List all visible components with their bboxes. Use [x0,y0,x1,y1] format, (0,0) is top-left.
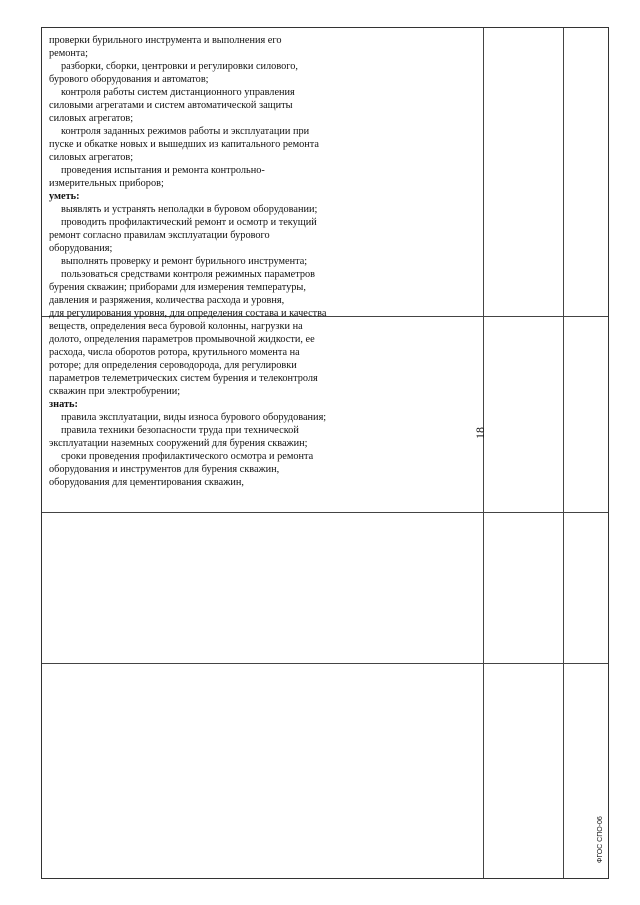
text-line: правила эксплуатации, виды износа бурового оборудования; [61,412,327,423]
text-line: проведения испытания и ремонта контрольно- [61,165,265,176]
text-line: силовых агрегатов; [49,113,134,124]
text-line: пользоваться средствами контроля режимных параметров [61,269,316,280]
column-divider [42,512,608,513]
text-line: знать: [49,399,78,410]
text-line: выполнять проверку и ремонт бурильного инструмента; [61,256,308,267]
text-line: проверки бурильного инструмента и выполнения его [49,35,282,46]
text-line: эксплуатации наземных сооружений для бурения скважин; [49,438,308,449]
text-line: измерительных приборов; [49,178,164,189]
text-line: разборки, сборки, центровки и регулировки силового, [61,61,298,72]
rotated-page [41,27,609,879]
competency-text-block [49,34,444,489]
text-line: сроки проведения профилактического осмотра и ремонта [61,451,314,462]
text-line: уметь: [49,191,80,202]
text-line: контроля работы систем дистанционного управления [61,87,295,98]
text-line: давления и разряжения, количества расхода и уровня, [49,295,285,306]
text-line: оборудования для цементирования скважин, [49,477,244,488]
footer-code: ФГОС СПО-06 [597,816,604,863]
text-line: ремонта; [49,48,88,59]
text-line: правила техники безопасности труда при технической [61,425,299,436]
text-line: оборудования; [49,243,113,254]
text-line: проводить профилактический ремонт и осмотр и текущий [61,217,317,228]
text-line: бурения скважин; приборами для измерения температуры, [49,282,306,293]
text-line: выявлять и устранять неполадки в буровом оборудовании; [61,204,318,215]
text-line: бурового оборудования и автоматов; [49,74,209,85]
text-line: ремонт согласно правилам эксплуатации бурового [49,230,270,241]
text-line: контроля заданных режимов работы и эксплуатации при [61,126,310,137]
text-line: оборудования и инструментов для бурения скважин, [49,464,280,475]
text-line: для регулирования уровня, для определения состава и качества [49,308,327,319]
text-line: силовых агрегатов; [49,152,134,163]
text-line: веществ, определения веса буровой колонны, нагрузки на [49,321,303,332]
text-line: расхода, числа оборотов ротора, крутильного момента на [49,347,300,358]
text-line: роторе; для определения сероводорода, для регулировки [49,360,297,371]
text-line: долото, определения параметров промывочной жидкости, ее [49,334,315,345]
text-line: силовыми агрегатами и систем автоматической защиты [49,100,293,111]
page-number: 18 [473,427,487,439]
column-divider [42,663,608,664]
text-line: скважин при электробурении; [49,386,181,397]
text-line: параметров телеметрических систем бурения и телеконтроля [49,373,318,384]
text-line: пуске и обкатке новых и вышедших из капитального ремонта [49,139,319,150]
